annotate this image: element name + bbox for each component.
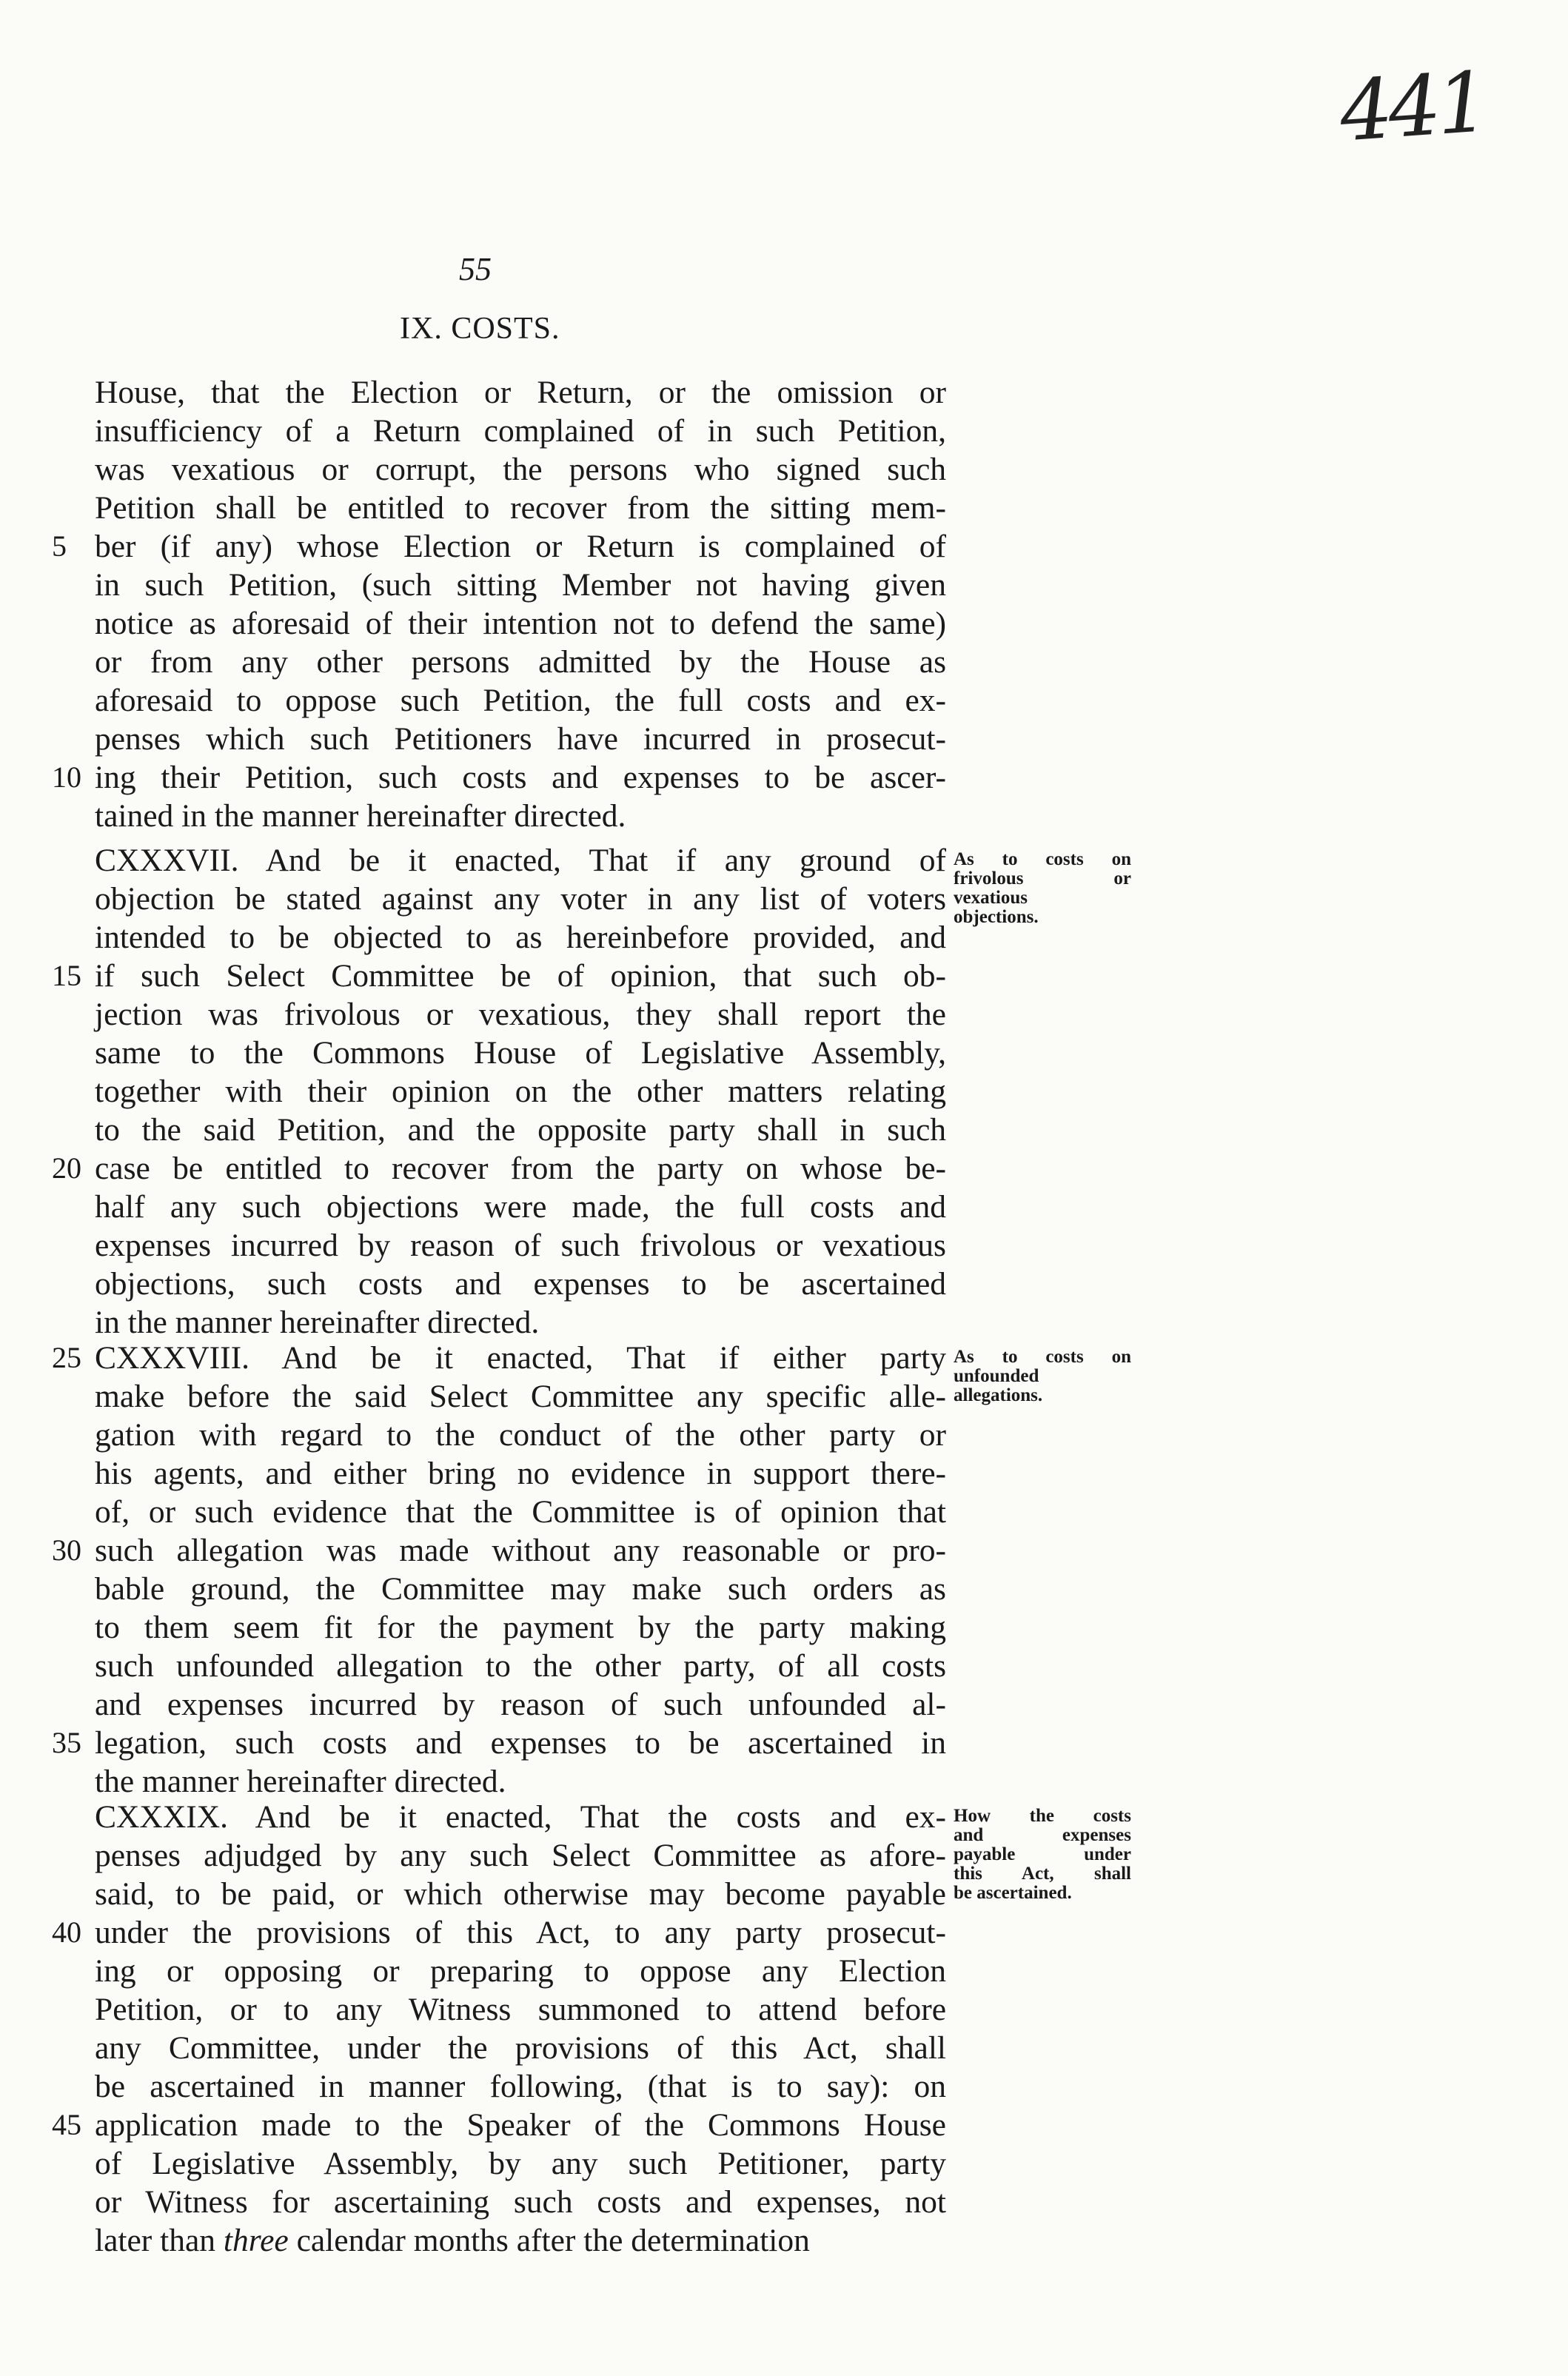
- line-text: in the manner hereinafter directed.: [95, 1305, 540, 1340]
- line-text: ber (if any) whose Election or Return is complained of: [95, 529, 946, 564]
- line-text: such allegation was made without any reasonable or pro-: [95, 1533, 946, 1568]
- page-number: 55: [459, 251, 492, 287]
- line-number: 15: [52, 959, 81, 992]
- text-line: [95, 1685, 946, 1724]
- line-text: any Committee, under the provisions of this Act, shall: [95, 2030, 946, 2066]
- margin-note-line: unfounded: [954, 1366, 1039, 1386]
- line-text: the manner hereinafter directed.: [95, 1764, 506, 1799]
- text-line: [95, 1762, 946, 1801]
- margin-note-line: As to costs on: [954, 849, 1131, 869]
- text-line: [95, 1416, 946, 1454]
- line-number: 45: [52, 2108, 81, 2141]
- section-cxxxix: [52, 1798, 946, 2260]
- line-number: 25: [52, 1341, 81, 1374]
- line-text: House, that the Election or Return, or the omission or: [95, 375, 946, 410]
- text-line: [95, 797, 946, 835]
- text-line: [95, 2221, 946, 2260]
- line-text: gation with regard to the conduct of the other party or: [95, 1417, 946, 1453]
- margin-note-line: and expenses: [954, 1825, 1131, 1845]
- text-line: [52, 527, 946, 566]
- text-line: [52, 1339, 946, 1377]
- text-line: [95, 1303, 946, 1342]
- text-line: [95, 1836, 946, 1875]
- text-line: [95, 412, 946, 450]
- line-text: Petition shall be entitled to recover from the sitting mem-: [95, 490, 946, 526]
- line-number: 10: [52, 760, 81, 794]
- text-line: [95, 1034, 946, 1072]
- handwritten-folio-number: 441: [1336, 54, 1489, 161]
- line-text: case be entitled to recover from the party on whose be-: [95, 1151, 946, 1186]
- line-text: CXXXVII. And be it enacted, That if any ground of: [95, 843, 946, 878]
- text-line: [52, 1913, 946, 1952]
- line-text: be ascertained in manner following, (that is to say): on: [95, 2069, 946, 2104]
- text-line: [95, 1952, 946, 1990]
- margin-note-unfounded-allegations: [954, 1348, 1131, 1405]
- line-text: CXXXIX. And be it enacted, That the costs and ex-: [95, 1799, 946, 1835]
- text-line: [52, 1724, 946, 1762]
- line-text: Petition, or to any Witness summoned to attend before: [95, 1992, 946, 2027]
- text-line: [52, 1531, 946, 1570]
- text-line: [95, 1377, 946, 1416]
- line-text: penses which such Petitioners have incurred in prosecut-: [95, 721, 946, 757]
- text-line: [95, 604, 946, 643]
- line-text: CXXXVIII. And be it enacted, That if either party: [95, 1340, 946, 1376]
- line-text: later than three calendar months after the determination: [95, 2223, 810, 2258]
- line-text: insufficiency of a Return complained of in such Petition,: [95, 413, 946, 449]
- text-line: [95, 1990, 946, 2029]
- text-line: [95, 1493, 946, 1531]
- text-line: [95, 2144, 946, 2183]
- line-text: ing or opposing or preparing to oppose any Election: [95, 1953, 946, 1989]
- line-text: intended to be objected to as hereinbefore provided, and: [95, 920, 946, 955]
- text-line: [95, 681, 946, 720]
- text-line: [95, 1875, 946, 1913]
- line-number: 20: [52, 1151, 81, 1185]
- line-text: ing their Petition, such costs and expenses to be ascer-: [95, 760, 946, 795]
- text-line: [95, 1570, 946, 1608]
- margin-note-line: frivolous or: [954, 869, 1131, 889]
- line-text: such unfounded allegation to the other party, of all costs: [95, 1648, 946, 1684]
- text-line: [52, 1149, 946, 1188]
- section-heading: IX. COSTS.: [400, 312, 560, 346]
- line-number: 40: [52, 1915, 81, 1949]
- text-line: [95, 720, 946, 758]
- text-line: [95, 1608, 946, 1647]
- line-text: under the provisions of this Act, to any party prosecut-: [95, 1915, 946, 1950]
- line-text: penses adjudged by any such Select Committee as afore-: [95, 1838, 946, 1873]
- line-text: notice as aforesaid of their intention not to defend the same): [95, 606, 946, 641]
- margin-note-line: objections.: [954, 907, 1039, 927]
- margin-note-line: vexatious: [954, 888, 1028, 908]
- text-line: [95, 373, 946, 412]
- text-line: [95, 2183, 946, 2221]
- text-line: [95, 489, 946, 527]
- margin-note-costs-ascertained: [954, 1807, 1131, 1903]
- section-cxxxvii: [52, 841, 946, 1342]
- text-line: [52, 758, 946, 797]
- text-line: [95, 1072, 946, 1111]
- line-text: half any such objections were made, the full costs and: [95, 1189, 946, 1225]
- line-number: 5: [52, 529, 67, 563]
- text-line: [52, 2106, 946, 2144]
- line-text: expenses incurred by reason of such frivolous or vexatious: [95, 1228, 946, 1263]
- line-text: objection be stated against any voter in any list of voters: [95, 881, 946, 917]
- line-text: of, or such evidence that the Committee is of opinion that: [95, 1494, 946, 1530]
- line-number: 30: [52, 1533, 81, 1567]
- line-text: or Witness for ascertaining such costs and expenses, not: [95, 2184, 946, 2220]
- line-text: application made to the Speaker of the Commons House: [95, 2107, 946, 2143]
- margin-note-line: payable under: [954, 1844, 1131, 1864]
- text-line: [52, 957, 946, 995]
- line-text: tained in the manner hereinafter directed.: [95, 798, 626, 834]
- text-line: [95, 566, 946, 604]
- text-line: [95, 995, 946, 1034]
- line-text: of Legislative Assembly, by any such Petitioner, party: [95, 2146, 946, 2181]
- text-line: [95, 1188, 946, 1226]
- text-line: [95, 1454, 946, 1493]
- text-line: [95, 1647, 946, 1685]
- line-text: was vexatious or corrupt, the persons who signed such: [95, 452, 946, 487]
- text-line: [95, 1226, 946, 1265]
- text-line: [95, 1265, 946, 1303]
- line-text: together with their opinion on the other matters relating: [95, 1074, 946, 1109]
- line-text: his agents, and either bring no evidence in support there-: [95, 1456, 946, 1491]
- margin-note-line: be ascertained.: [954, 1883, 1072, 1903]
- margin-note-line: allegations.: [954, 1385, 1043, 1405]
- text-line: [95, 880, 946, 918]
- line-number: 35: [52, 1726, 81, 1759]
- text-line: [95, 1798, 946, 1836]
- line-text: or from any other persons admitted by the House as: [95, 644, 946, 680]
- line-text: to them seem fit for the payment by the party making: [95, 1610, 946, 1645]
- line-text: legation, such costs and expenses to be ascertained in: [95, 1725, 946, 1761]
- line-text: in such Petition, (such sitting Member not having given: [95, 567, 946, 603]
- margin-note-line: How the costs: [954, 1806, 1131, 1826]
- text-line: [95, 841, 946, 880]
- text-line: [95, 1111, 946, 1149]
- line-text: bable ground, the Committee may make such orders as: [95, 1571, 946, 1607]
- text-line: [95, 2067, 946, 2106]
- line-text: said, to be paid, or which otherwise may become payable: [95, 1876, 946, 1912]
- paragraph-continuation: [52, 373, 946, 835]
- margin-note-line: this Act, shall: [954, 1864, 1131, 1884]
- line-text: objections, such costs and expenses to be ascertained: [95, 1266, 946, 1302]
- line-text: jection was frivolous or vexatious, they shall report the: [95, 997, 946, 1032]
- line-text: same to the Commons House of Legislative Assembly,: [95, 1035, 946, 1071]
- section-cxxxviii: [52, 1339, 946, 1801]
- text-line: [95, 643, 946, 681]
- line-text: aforesaid to oppose such Petition, the full costs and ex-: [95, 683, 946, 718]
- line-text: and expenses incurred by reason of such unfounded al-: [95, 1687, 946, 1722]
- line-text: if such Select Committee be of opinion, that such ob-: [95, 958, 946, 994]
- line-text: to the said Petition, and the opposite party shall in such: [95, 1112, 946, 1148]
- margin-note-frivolous-objections: [954, 850, 1131, 927]
- text-line: [95, 918, 946, 957]
- text-line: [95, 2029, 946, 2067]
- text-line: [95, 450, 946, 489]
- line-text: make before the said Select Committee any specific alle-: [95, 1379, 946, 1414]
- margin-note-line: As to costs on: [954, 1347, 1131, 1367]
